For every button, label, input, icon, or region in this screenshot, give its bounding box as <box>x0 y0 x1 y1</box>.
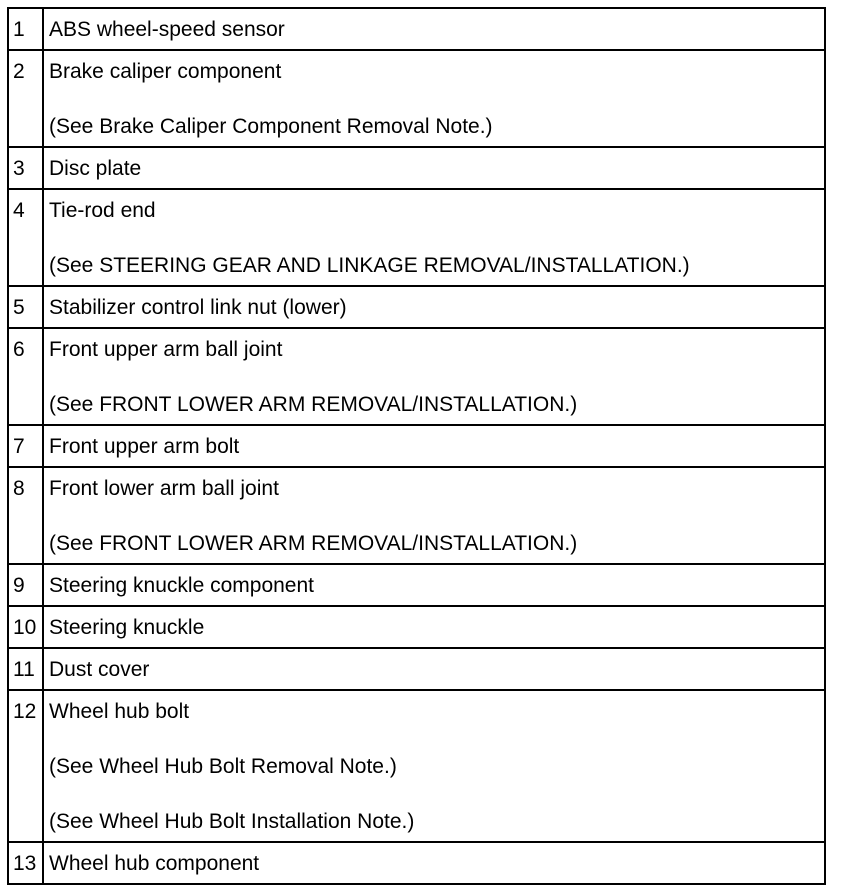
part-name: Wheel hub component <box>49 852 260 875</box>
part-name: Disc plate <box>49 157 142 180</box>
table-row <box>8 328 825 425</box>
row-number: 2 <box>8 50 43 147</box>
table-row <box>8 842 825 884</box>
part-name: Tie-rod end <box>49 199 156 222</box>
parts-table <box>7 7 826 885</box>
row-number: 3 <box>8 147 43 189</box>
table-row <box>8 189 825 286</box>
reference-note: (See STEERING GEAR AND LINKAGE REMOVAL/INSTALLATION.) <box>49 254 690 277</box>
part-name: Front upper arm bolt <box>49 435 240 458</box>
part-name: Brake caliper component <box>49 60 282 83</box>
reference-note: (See Wheel Hub Bolt Installation Note.) <box>49 810 415 833</box>
row-description <box>43 467 825 564</box>
row-description <box>43 648 825 690</box>
part-name: Front upper arm ball joint <box>49 338 283 361</box>
row-description <box>43 8 825 50</box>
table-row <box>8 286 825 328</box>
part-name: ABS wheel-speed sensor <box>49 18 285 41</box>
row-number: 7 <box>8 425 43 467</box>
row-number: 13 <box>8 842 43 884</box>
parts-table-body <box>8 8 825 884</box>
row-number: 9 <box>8 564 43 606</box>
row-description <box>43 50 825 147</box>
row-number: 4 <box>8 189 43 286</box>
reference-note: (See FRONT LOWER ARM REMOVAL/INSTALLATION.) <box>49 532 578 555</box>
table-row <box>8 690 825 842</box>
row-description <box>43 328 825 425</box>
table-row <box>8 648 825 690</box>
row-description <box>43 286 825 328</box>
row-number: 12 <box>8 690 43 842</box>
table-row <box>8 8 825 50</box>
row-number: 5 <box>8 286 43 328</box>
table-row <box>8 50 825 147</box>
row-number: 10 <box>8 606 43 648</box>
table-row <box>8 147 825 189</box>
part-name: Dust cover <box>49 658 150 681</box>
row-description <box>43 690 825 842</box>
row-number: 8 <box>8 467 43 564</box>
row-description <box>43 564 825 606</box>
table-row <box>8 425 825 467</box>
row-number: 1 <box>8 8 43 50</box>
row-number: 11 <box>8 648 43 690</box>
part-name: Front lower arm ball joint <box>49 477 279 500</box>
table-row <box>8 564 825 606</box>
row-description <box>43 606 825 648</box>
part-name: Stabilizer control link nut (lower) <box>49 296 347 319</box>
row-description <box>43 842 825 884</box>
row-description <box>43 147 825 189</box>
row-number: 6 <box>8 328 43 425</box>
part-name: Steering knuckle component <box>49 574 314 597</box>
table-row <box>8 606 825 648</box>
table-row <box>8 467 825 564</box>
row-description <box>43 189 825 286</box>
row-description <box>43 425 825 467</box>
reference-note: (See Brake Caliper Component Removal Note.) <box>49 115 493 138</box>
part-name: Wheel hub bolt <box>49 700 190 723</box>
part-name: Steering knuckle <box>49 616 205 639</box>
reference-note: (See Wheel Hub Bolt Removal Note.) <box>49 755 397 778</box>
reference-note: (See FRONT LOWER ARM REMOVAL/INSTALLATION.) <box>49 393 578 416</box>
